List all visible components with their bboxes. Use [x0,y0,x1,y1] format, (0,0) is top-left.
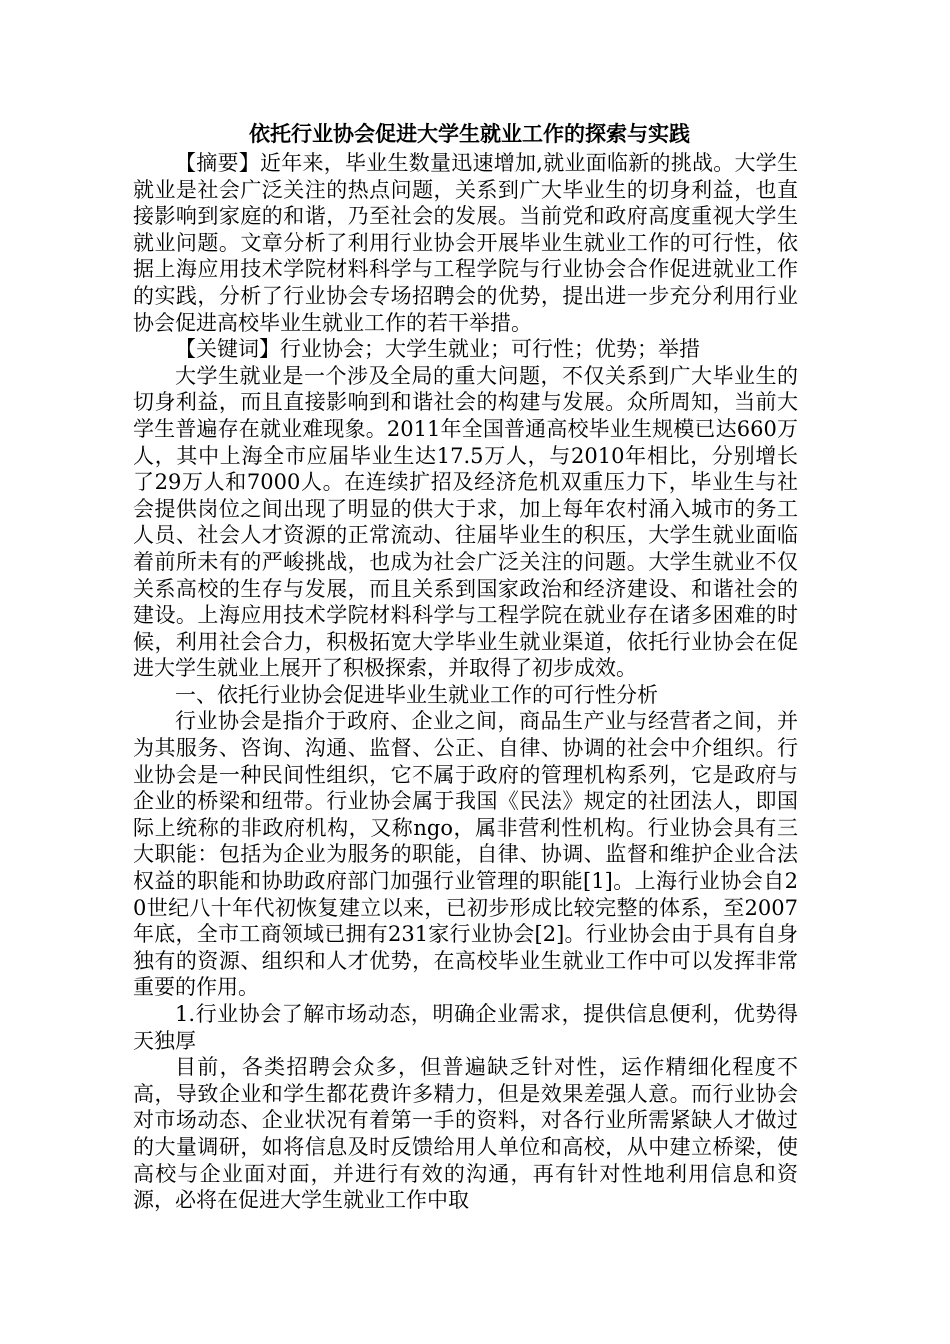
intro-paragraph: 大学生就业是一个涉及全局的重大问题，不仅关系到广大毕业生的切身利益，而且直接影响到和谐社会的构建与发展。众所周知，当前大学生普遍存在就业难现象。2011年全国普通高校毕业生规模已达660万人，其中上海全市应届毕业生达17.5万人，与2010年相比，分别增长了29万人和7000人。在连续扩招及经济危机双重压力下，毕业生与社会提供岗位之间出现了明显的供大于求，加上每年农村涌入城市的务工人员、社会人才资源的正常流动、往届毕业生的积压，大学生就业面临着前所未有的严峻挑战，也成为社会广泛关注的问题。大学生就业不仅关系高校的生存与发展，而且关系到国家政治和经济建设、和谐社会的建设。上海应用技术学院材料科学与工程学院在就业存在诸多困难的时候，利用社会合力，积极拓宽大学毕业生就业渠道，依托行业协会在促进大学生就业上展开了积极探索，并取得了初步成效。 [133,363,798,681]
keywords-paragraph: 【关键词】行业协会；大学生就业；可行性；优势；举措 [175,337,700,362]
document-body [133,118,798,1214]
abstract-paragraph: 【摘要】近年来，毕业生数量迅速增加,就业面临新的挑战。大学生就业是社会广泛关注的热点问题，关系到广大毕业生的切身利益，也直接影响到家庭的和谐，乃至社会的发展。当前党和政府高度重视大学生就业问题。文章分析了利用行业协会开展毕业生就业工作的可行性，依据上海应用技术学院材料科学与工程学院与行业协会合作促进就业工作的实践，分析了行业协会专场招聘会的优势，提出进一步充分利用行业协会促进高校毕业生就业工作的若干举措。 [133,151,798,335]
document-title: 依托行业协会促进大学生就业工作的探索与实践 [249,122,690,146]
section-heading: 一、依托行业协会促进毕业生就业工作的可行性分析 [175,682,658,707]
subsection-paragraph: 目前，各类招聘会众多，但普遍缺乏针对性，运作精细化程度不高，导致企业和学生都花费许多精力，但是效果差强人意。而行业协会对市场动态、企业状况有着第一手的资料，对各行业所需紧缺人才做过的大量调研，如将信息及时反馈给用人单位和高校，从中建立桥梁，使高校与企业面对面，并进行有效的沟通，再有针对性地利用信息和资源，必将在促进大学生就业工作中取 [133,1055,798,1213]
section-paragraph: 行业协会是指介于政府、企业之间，商品生产业与经营者之间，并为其服务、咨询、沟通、监督、公正、自律、协调的社会中介组织。行业协会是一种民间性组织，它不属于政府的管理机构系列，它是政府与企业的桥梁和纽带。行业协会属于我国《民法》规定的社团法人，即国际上统称的非政府机构，又称ngo，属非营利性机构。行业协会具有三大职能：包括为企业为服务的职能，自律、协调、监督和维护企业合法权益的职能和协助政府部门加强行业管理的职能[1]。上海行业协会自20世纪八十年代初恢复建立以来，已初步形成比较完整的体系，至2007年底，全市工商领域已拥有231家行业协会[2]。行业协会由于具有自身独有的资源、组织和人才优势，在高校毕业生就业工作中可以发挥非常重要的作用。 [133,709,798,1000]
subsection-heading: 1.行业协会了解市场动态，明确企业需求，提供信息便利，优势得天独厚 [133,1002,798,1053]
